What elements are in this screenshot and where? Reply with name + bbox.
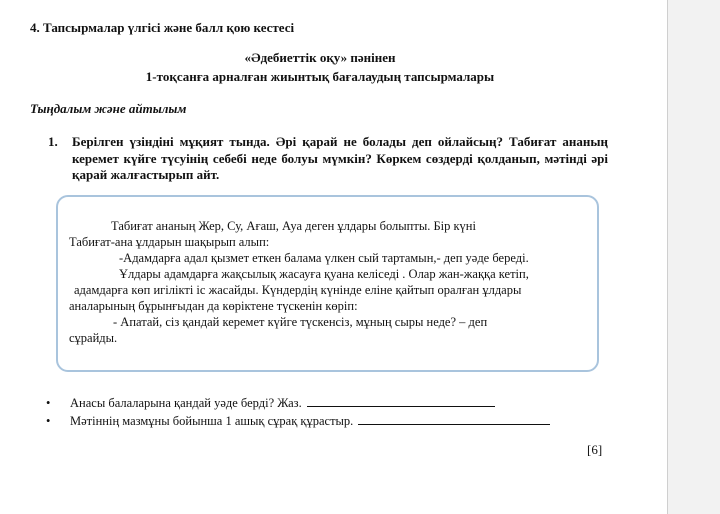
question-item — [46, 412, 550, 430]
answer-line[interactable] — [358, 412, 550, 425]
task-number: 1. — [48, 134, 58, 149]
section-heading: 4. Тапсырмалар үлгісі және балл қою кестесі — [30, 20, 295, 35]
passage-line: Ұлдары адамдарға жақсылық жасауға қуана келіседі . Олар жан-жаққа кетіп, — [119, 267, 529, 281]
passage-line: - Апатай, сіз қандай керемет күйге түскенсіз, мұның сыры неде? – деп — [113, 315, 488, 329]
task-instruction: Берілген үзіндіні мұқият тында. Әрі қарай не болады деп ойлайсың? Табиғат ананың керемет күйге түсуінің себебі неде болуы мүмкін? Көркем сөздерді қолданып, мәтінді әрі қарай жалғастырып айт. — [72, 134, 608, 182]
question-text: Мәтіннің мазмұны бойынша 1 ашық сұрақ құрастыр. — [70, 414, 354, 428]
passage-line: -Адамдарға адал қызмет еткен балама үлкен сый тартамын,- деп уәде береді. — [119, 251, 529, 265]
task-1 — [48, 134, 608, 184]
passage-text — [69, 218, 601, 346]
passage-line: аналарының бұрынғыдан да көріктене түскенін көріп: — [69, 299, 358, 313]
answer-line[interactable] — [307, 394, 495, 407]
question-text: Анасы балаларына қандай уәде берді? Жаз. — [70, 396, 302, 410]
subject-title: «Әдебиеттік оқу» пәнінен — [244, 50, 396, 65]
passage-line: Табиғат-ана ұлдарын шақырып алып: — [69, 235, 270, 249]
passage-line: Табиғат ананың Жер, Су, Ағаш, Ауа деген ұлдары болыпты. Бір күні — [111, 219, 476, 233]
assessment-title: 1-тоқсанға арналған жиынтық бағалаудың тапсырмалары — [145, 69, 495, 84]
passage-line: адамдарға көп игілікті іс жасайды. Күндердің күнінде еліне қайтып оралған ұлдары — [74, 283, 522, 297]
page-margin-shade — [668, 0, 720, 514]
bullet-icon: • — [46, 414, 51, 428]
question-item — [46, 394, 550, 412]
score-label: [6] — [587, 442, 603, 457]
subsection-heading: Тыңдалым және айтылым — [30, 101, 187, 116]
bullet-icon: • — [46, 396, 51, 410]
passage-line: сұрайды. — [69, 331, 118, 345]
question-list — [46, 394, 550, 430]
